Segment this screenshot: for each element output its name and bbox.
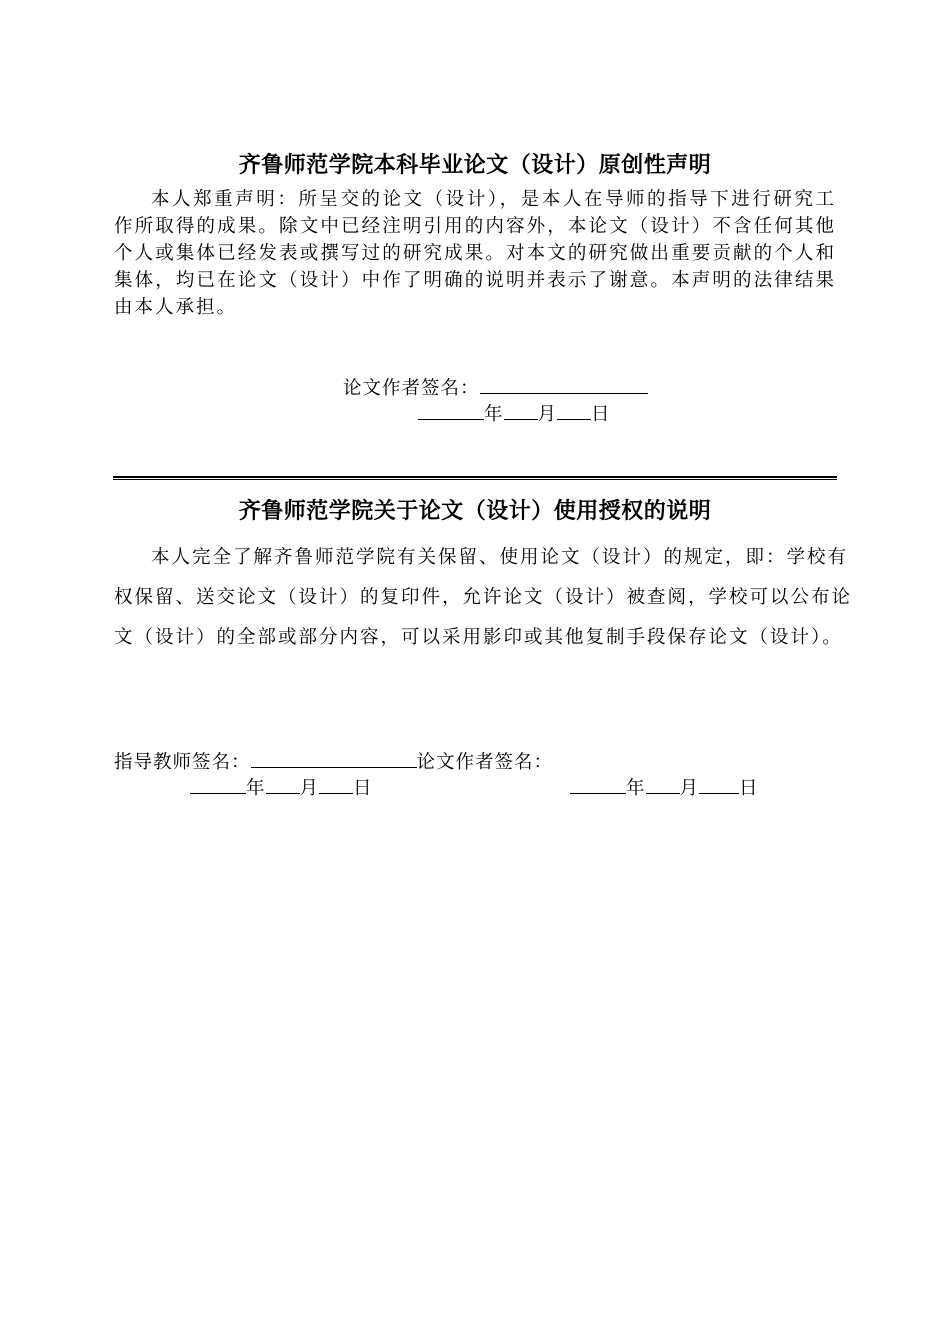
advisor-day-field[interactable]: [319, 775, 353, 794]
author-signature-label: 论文作者签名：: [343, 378, 480, 399]
author-year-field[interactable]: [570, 775, 626, 794]
day-label: 日: [739, 778, 759, 799]
author-signature-field[interactable]: [480, 375, 648, 394]
month-label: 月: [299, 778, 320, 799]
section-divider: [113, 476, 837, 480]
year-label: 年: [626, 778, 646, 799]
authorization-body: 本人完全了解齐鲁师范学院有关保留、使用论文（设计）的规定，即：学校有权保留、送交论文（设计）的复印件，允许论文（设计）被查阅，学校可以公布论文（设计）的全部或部分内容，可以采用影印或其他复制手段保存论文（设计）。: [114, 547, 853, 648]
year-field[interactable]: [418, 401, 484, 420]
advisor-date-line: [190, 774, 373, 800]
advisor-month-field[interactable]: [266, 775, 300, 794]
declaration-title: 齐鲁师范学院本科毕业论文（设计）原创性声明: [238, 153, 712, 178]
day-field[interactable]: [557, 401, 591, 420]
month-label: 月: [679, 778, 700, 799]
month-label: 月: [537, 404, 558, 425]
declaration-body: 本人郑重声明：所呈交的论文（设计），是本人在导师的指导下进行研究工作所取得的成果。除文中已经注明引用的内容外，本论文（设计）不含任何其他个人或集体已经发表或撰写过的研究成果。对本文的研究做出重要贡献的个人和集体，均已在论文（设计）中作了明确的说明并表示了谢意。本声明的法律结果由本人承担。: [114, 189, 836, 318]
advisor-signature-field[interactable]: [251, 749, 417, 768]
authorization-title: 齐鲁师范学院关于论文（设计）使用授权的说明: [238, 499, 712, 524]
author-month-field[interactable]: [646, 775, 680, 794]
author-day-field[interactable]: [699, 775, 739, 794]
declaration-date-line: [418, 400, 611, 426]
advisor-signature-label: 指导教师签名：: [114, 752, 251, 773]
advisor-year-field[interactable]: [190, 775, 246, 794]
author-signature-label: 论文作者签名：: [416, 752, 554, 773]
declaration-signature-line: [343, 374, 648, 400]
month-field[interactable]: [504, 401, 538, 420]
day-label: 日: [353, 778, 373, 799]
year-label: 年: [484, 404, 504, 425]
year-label: 年: [246, 778, 266, 799]
author-date-line: [570, 774, 759, 800]
authorization-signature-line: [114, 748, 553, 774]
day-label: 日: [591, 404, 611, 425]
